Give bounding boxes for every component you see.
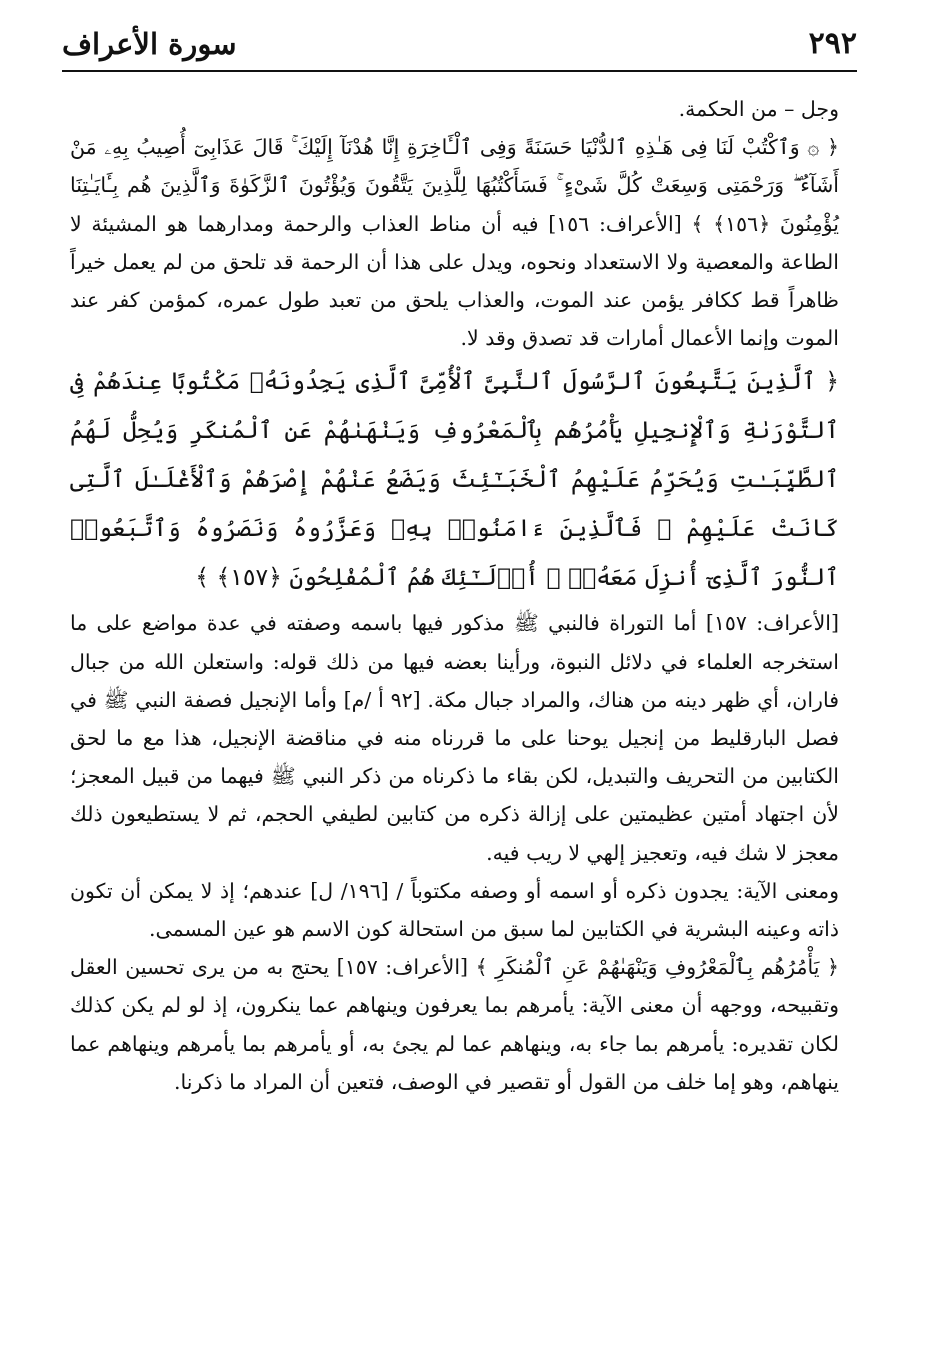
paragraph-5-meaning: ومعنى الآية: يجدون ذكره أو اسمه أو وصفه مكتوباً / [١٩٦/ ل] عندهم؛ إذ لا يمكن أن تكون ذاته وعينه البشرية في الكتابين لما سبق من استحالة كون الاسم هو عين المسمى. <box>70 878 839 942</box>
paragraph-4-commentary: [الأعراف: ١٥٧] أما التوراة فالنبي ﷺ مذكور فيها باسمه وصفته في عدة مواضع على ما استخرجه العلماء في دلائل النبوة، ورأينا بعضه فيها من ذلك قوله: واستعلن الله من جبال فاران، أي ظهر دينه من هناك، والمراد جبال مكة. [٩٢ أ /م] وأما الإنجيل فصفة النبي ﷺ في فصل البارقليط من إنجيل يوحنا على ما قررناه منه في مناقضة الإنجيل، هذا مع ما لحق الكتابين من التحريف والتبديل، لكن بقاء ما ذكرناه من ذكر النبي ﷺ فيهما من قبيل المعجز؛ لأن اجتهاد أمتين عظيمتين على إزالة ذكره من كتابين لطيفي الحجم، ثم لا يستطيعون ذلك معجز لا شك فيه، وتعجيز إلهي لا ريب فيه. <box>70 611 839 865</box>
page-body <box>70 90 839 1101</box>
paragraph-3-verse-157: ﴿ ٱلَّذِينَ يَتَّبِعُونَ ٱلرَّسُولَ ٱلنَّبِىَّ ٱلْأُمِّىَّ ٱلَّذِى يَجِدُونَهُۥ مَكْتُوبًا عِندَهُمْ فِى ٱلتَّوْرَىٰةِ وَٱلْإِنجِيلِ يَأْمُرُهُم بِٱلْمَعْرُوفِ وَيَنْهَىٰهُمْ عَنِ ٱلْمُنكَرِ وَيُحِلُّ لَهُمُ ٱلطَّيِّبَـٰتِ وَيُحَرِّمُ عَلَيْهِمُ ٱلْخَبَـٰٓئِثَ وَيَضَعُ عَنْهُمْ إِصْرَهُمْ وَٱلْأَغْلَـٰلَ ٱلَّتِى كَانَتْ عَلَيْهِمْ ۚ فَٱلَّذِينَ ءَامَنُوا۟ بِهِۦ وَعَزَّرُوهُ وَنَصَرُوهُ وَٱتَّبَعُوا۟ ٱلنُّورَ ٱلَّذِىٓ أُنزِلَ مَعَهُۥٓ ۙ أُو۟لَـٰٓئِكَ هُمُ ٱلْمُفْلِحُونَ ﴿١٥٧﴾ ﴾ <box>70 367 839 592</box>
page-number: ٢٩٢ <box>808 26 857 61</box>
paragraph-6-verse-excerpt-commentary: ﴿ يَأْمُرُهُم بِٱلْمَعْرُوفِ وَيَنْهَىٰهُمْ عَنِ ٱلْمُنكَرِ ﴾ [الأعراف: ١٥٧] يحتج به من يرى تحسين العقل وتقبيحه، ووجهه أن معنى الآية: يأمرهم بما يعرفون وينهاهم عما ينكرون، إذ لو لم يكن كذلك لكان تقديره: يأمرهم بما جاء به، وينهاهم عما لم يجئ به، أو يأمرهم بما يأمرهم وينهاهم عما ينهاهم، وهو إما خلف من القول أو تقصير في الوصف، فتعين أن المراد ما ذكرنا. <box>70 955 839 1094</box>
paragraph-2-verse-156-commentary: ﴿ ۞ وَٱكْتُبْ لَنَا فِى هَـٰذِهِ ٱلدُّنْيَا حَسَنَةً وَفِى ٱلْـَٔاخِرَةِ إِنَّا هُدْنَآ إِلَيْكَ ۚ قَالَ عَذَابِىٓ أُصِيبُ بِهِۦ مَنْ أَشَآءُ ۖ وَرَحْمَتِى وَسِعَتْ كُلَّ شَىْءٍ ۚ فَسَأَكْتُبُهَا لِلَّذِينَ يَتَّقُونَ وَيُؤْتُونَ ٱلزَّكَوٰةَ وَٱلَّذِينَ هُم بِـَٔايَـٰتِنَا يُؤْمِنُونَ ﴿١٥٦﴾ ﴾ [الأعراف: ١٥٦] فيه أن مناط العذاب والرحمة ومدارهما هو المشيئة لا الطاعة والمعصية ولا الاستعداد ونحوه، ويدل على هذا أن الرحمة قد تلحق من لم يعمل خيراً ظاهراً قط ككافر يؤمن عند الموت، والعذاب يلحق من تعبد طول عمره، كمؤمن كفر عند الموت وإنما الأعمال أمارات قد تصدق وقد لا. <box>70 135 839 351</box>
surah-title: سورة الأعراف <box>62 27 237 61</box>
paragraph-1: وجل – من الحكمة. <box>678 97 839 121</box>
page-header <box>62 20 857 72</box>
